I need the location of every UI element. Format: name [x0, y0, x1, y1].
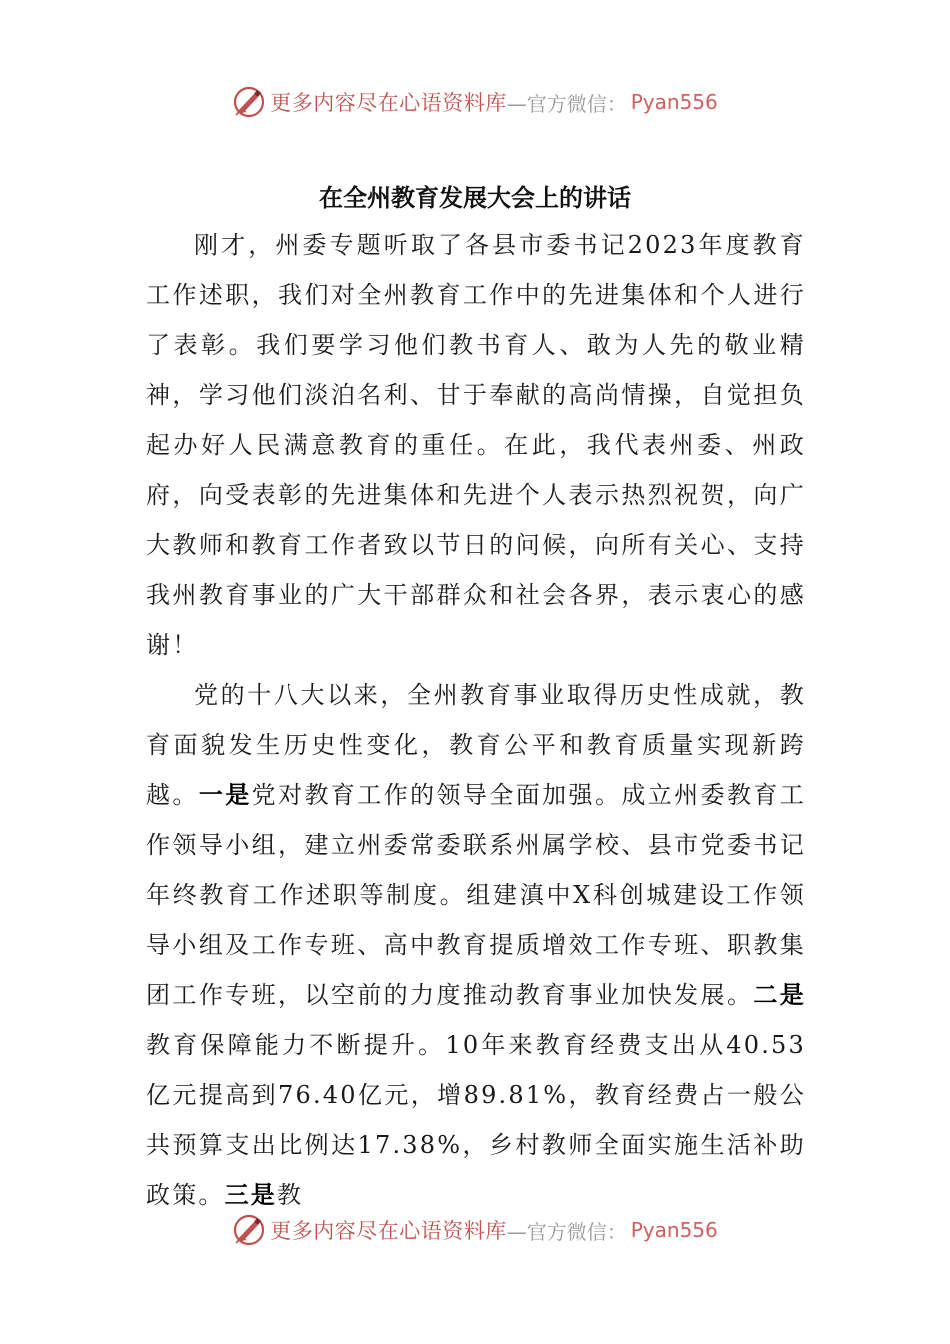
watermark-wechat-label: —官方微信： — [506, 91, 627, 116]
point-1-text: 党对教育工作的领导全面加强。成立州委教育工作领导小组，建立州委常委联系州属学校、县市党委书记年终教育工作述职等制度。组建滇中X科创城建设工作领导小组及工作专班、高中教育提质增效工作专班、职教集团工作专班，以空前的力度推动教育事业加快发展。 — [146, 781, 807, 1009]
point-3-text: 教 — [277, 1181, 304, 1209]
watermark-wechat-id: Pyan556 — [630, 90, 718, 114]
document-body — [146, 220, 806, 1220]
pen-circle-logo-icon — [232, 1213, 266, 1247]
point-2-text: 教育保障能力不断提升。10年来教育经费支出从40.53亿元提高到76.40亿元，增89.81%，教育经费占一般公共预算支出比例达17.38%，乡村教师全面实施生活补助政策。 — [146, 1031, 806, 1209]
paragraph-2-intro: 党的十八大以来，全州教育事业取得历史性成就，教育面貌发生历史性变化，教育公平和教育质量实现新跨越。 — [146, 681, 806, 809]
header-watermark — [0, 82, 950, 122]
paragraph-1: 刚才，州委专题听取了各县市委书记2023年度教育工作述职，我们对全州教育工作中的先进集体和个人进行了表彰。我们要学习他们教书育人、敢为人先的敬业精神，学习他们淡泊名利、甘于奉献的高尚情操，自觉担负起办好人民满意教育的重任。在此，我代表州委、州政府，向受表彰的先进集体和先进个人表示热烈祝贺，向广大教师和教育工作者致以节日的问候，向所有关心、支持我州教育事业的广大干部群众和社会各界，表示衷心的感谢！ — [146, 231, 806, 659]
watermark-wechat-id: Pyan556 — [630, 1218, 718, 1242]
paragraph-2 — [146, 670, 806, 1220]
document-title: 在全州教育发展大会上的讲话 — [319, 184, 631, 212]
point-1-label: 一是 — [198, 780, 252, 809]
watermark-wechat-label: —官方微信： — [506, 1219, 627, 1244]
point-3-label: 三是 — [224, 1180, 278, 1209]
watermark-brand-text: 更多内容尽在心语资料库 — [270, 91, 507, 115]
point-2-label: 二是 — [753, 980, 806, 1009]
watermark-brand-text: 更多内容尽在心语资料库 — [270, 1219, 507, 1243]
pen-circle-logo-icon — [232, 85, 266, 119]
footer-watermark — [0, 1210, 950, 1250]
